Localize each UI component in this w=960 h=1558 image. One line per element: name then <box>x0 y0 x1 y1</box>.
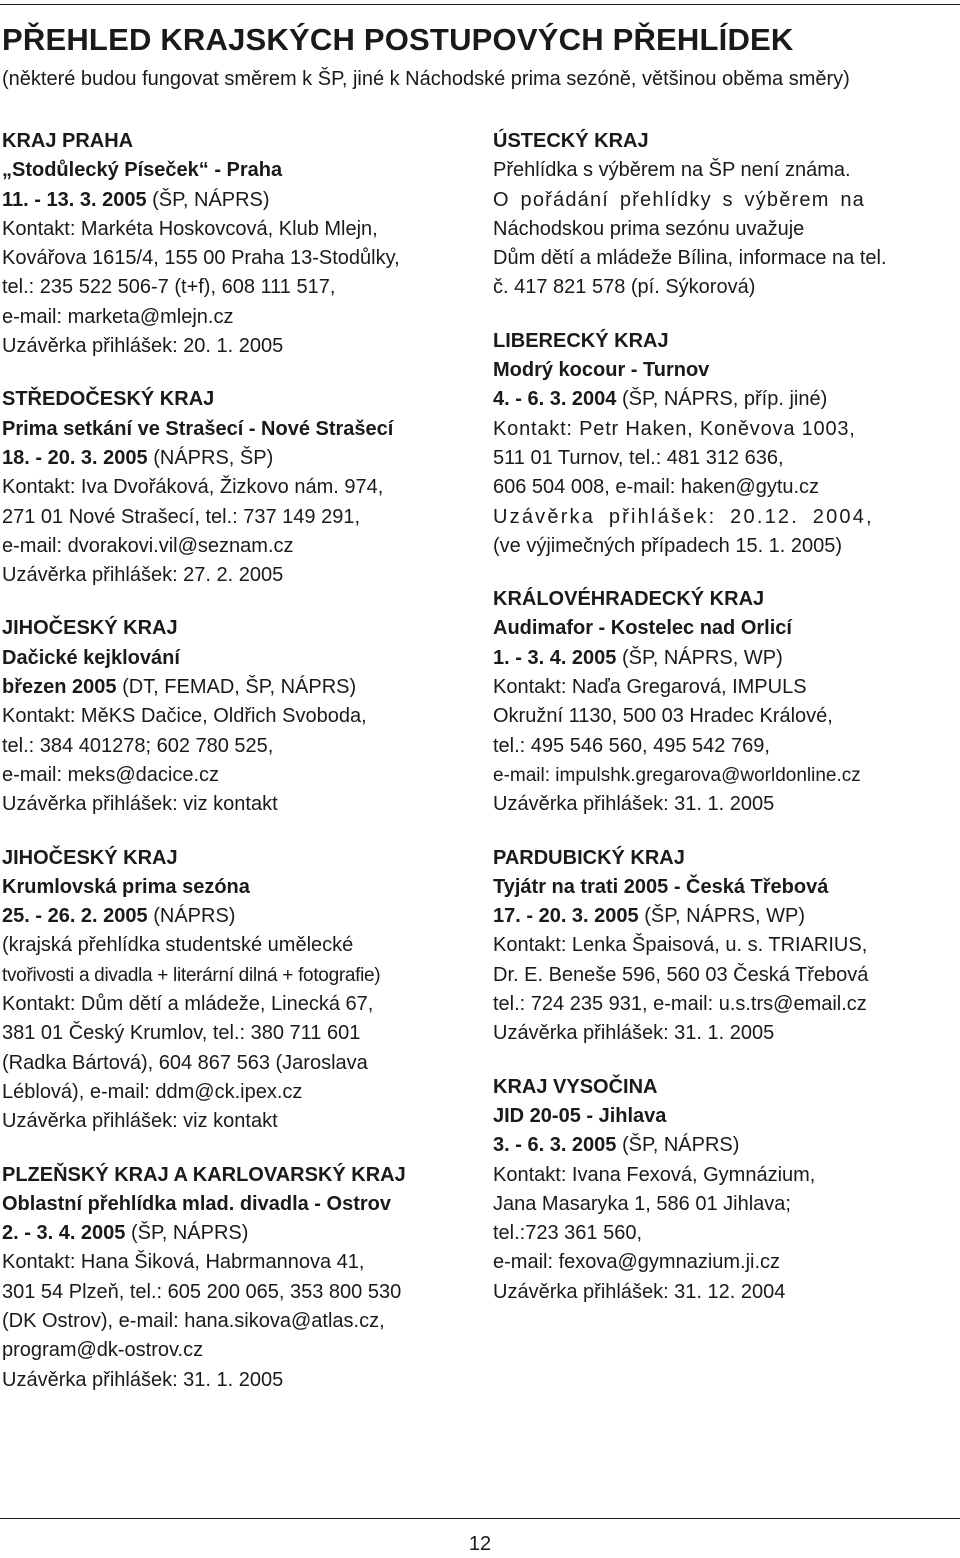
event-date-bold: 17. - 20. 3. 2005 <box>493 905 639 928</box>
contact-line: 381 01 Český Krumlov, tel.: 380 711 601 <box>2 1022 361 1045</box>
contact-line: 271 01 Nové Strašecí, tel.: 737 149 291, <box>2 505 361 528</box>
contact-email: e-mail: meks@dacice.cz <box>2 763 220 786</box>
event-name: Dačické kejklování <box>2 646 180 669</box>
event-date-rest: (NÁPRS) <box>147 905 236 928</box>
region-section-liberecky <box>493 327 958 561</box>
contact-email: e-mail: marketa@mlejn.cz <box>2 305 234 328</box>
event-date-rest: (ŠP, NÁPRS) <box>125 1222 249 1245</box>
region-section-jihocesky-dacice <box>2 614 464 819</box>
contact-email: program@dk-ostrov.cz <box>2 1339 204 1362</box>
event-date-bold: 2. - 3. 4. 2005 <box>2 1222 126 1245</box>
region-heading: STŘEDOČESKÝ KRAJ <box>2 388 215 411</box>
description-line: č. 417 821 578 (pí. Sýkorová) <box>493 276 756 299</box>
event-name: „Stodůlecký Píseček“ - Praha <box>2 159 283 182</box>
event-date-bold: 11. - 13. 3. 2005 <box>2 188 147 211</box>
contact-line: Kontakt: MěKS Dačice, Oldřich Svoboda, <box>2 705 367 728</box>
contact-email: Léblová), e-mail: ddm@ck.ipex.cz <box>2 1080 303 1103</box>
event-name: Krumlovská prima sezóna <box>2 875 250 898</box>
bottom-rule <box>0 1518 960 1519</box>
event-name: Audimafor - Kostelec nad Orlicí <box>493 617 792 640</box>
contact-email: e-mail: impulshk.gregarova@worldonline.cz <box>493 764 861 786</box>
event-date <box>493 1131 958 1160</box>
contact-line: tel.: 495 546 560, 495 542 769, <box>493 734 770 757</box>
contact-line: Kontakt: Naďa Gregarová, IMPULS <box>493 676 807 699</box>
event-date <box>2 902 464 931</box>
contact-line: Kontakt: Iva Dvořáková, Žizkovo nám. 974, <box>2 476 384 499</box>
event-date-rest: (NÁPRS, ŠP) <box>147 446 274 469</box>
event-date-bold: 18. - 20. 3. 2005 <box>2 446 148 469</box>
contact-email: e-mail: fexova@gymnazium.ji.cz <box>493 1251 781 1274</box>
contact-line: Dr. E. Beneše 596, 560 03 Česká Třebová <box>493 963 869 986</box>
event-date <box>2 444 464 473</box>
event-date <box>493 385 958 414</box>
event-date <box>2 673 464 702</box>
deadline-line: Uzávěrka přihlášek: 27. 2. 2005 <box>2 564 284 587</box>
deadline-line: Uzávěrka přihlášek: 20. 1. 2005 <box>2 335 284 358</box>
deadline-line: Uzávěrka přihlášek: 20.12. 2004, <box>493 505 874 528</box>
contact-line: Kontakt: Petr Haken, Koněvova 1003, <box>493 417 856 440</box>
region-heading: KRÁLOVÉHRADECKÝ KRAJ <box>493 588 765 611</box>
event-date-rest: (ŠP, NÁPRS, příp. jiné) <box>616 388 828 411</box>
event-date-bold: 25. - 26. 2. 2005 <box>2 905 148 928</box>
region-heading: JIHOČESKÝ KRAJ <box>2 617 178 640</box>
deadline-line: Uzávěrka přihlášek: 31. 1. 2005 <box>493 1022 775 1045</box>
contact-email: (DK Ostrov), e-mail: hana.sikova@atlas.cz, <box>2 1309 385 1332</box>
deadline-line: Uzávěrka přihlášek: 31. 1. 2005 <box>2 1368 284 1391</box>
page-number: 12 <box>468 1533 492 1555</box>
event-date-bold: březen 2005 <box>2 676 117 699</box>
contact-line: Kontakt: Hana Šiková, Habrmannova 41, <box>2 1251 365 1274</box>
deadline-line: Uzávěrka přihlášek: 31. 12. 2004 <box>493 1280 786 1303</box>
description-line: Přehlídka s výběrem na ŠP není známa. <box>493 159 851 182</box>
event-name: Tyjátr na trati 2005 - Česká Třebová <box>493 875 829 898</box>
region-section-pardubicky <box>493 844 958 1049</box>
event-name: Modrý kocour - Turnov <box>493 359 710 382</box>
region-section-ustecky <box>493 127 958 303</box>
contact-line: (Radka Bártová), 604 867 563 (Jaroslava <box>2 1051 368 1074</box>
event-name: Prima setkání ve Strašecí - Nové Strašecí <box>2 417 394 440</box>
contact-line: tel.: 384 401278; 602 780 525, <box>2 734 274 757</box>
region-section-praha <box>2 127 464 361</box>
description-line: Dům dětí a mládeže Bílina, informace na tel. <box>493 247 887 270</box>
event-name: JID 20-05 - Jihlava <box>493 1104 667 1127</box>
event-date-rest: (ŠP, NÁPRS) <box>146 188 270 211</box>
region-section-plzensky <box>2 1161 464 1395</box>
contact-email: tel.: 724 235 931, e-mail: u.s.trs@email.cz <box>493 993 867 1016</box>
event-date-rest: (ŠP, NÁPRS, WP) <box>638 905 805 928</box>
contact-line: Okružní 1130, 500 03 Hradec Králové, <box>493 705 833 728</box>
contact-line: 301 54 Plzeň, tel.: 605 200 065, 353 800 530 <box>2 1280 402 1303</box>
region-section-kralovehradecky <box>493 585 958 819</box>
region-heading: ÚSTECKÝ KRAJ <box>493 130 649 152</box>
event-date <box>2 186 464 215</box>
description-line: tvořivosti a divadla + literární dilná + fotografie) <box>2 964 381 986</box>
region-heading: PARDUBICKÝ KRAJ <box>493 846 685 869</box>
event-date <box>493 902 958 931</box>
description-line: (krajská přehlídka studentské umělecké <box>2 934 354 957</box>
contact-line: Kontakt: Dům dětí a mládeže, Linecká 67, <box>2 993 374 1016</box>
contact-line: tel.:723 361 560, <box>493 1222 643 1245</box>
event-date <box>2 1219 464 1248</box>
event-name: Oblastní přehlídka mlad. divadla - Ostrov <box>2 1192 391 1215</box>
contact-line: Jana Masaryka 1, 586 01 Jihlava; <box>493 1192 791 1215</box>
region-heading: KRAJ PRAHA <box>2 130 134 152</box>
region-heading: PLZEŇSKÝ KRAJ A KARLOVARSKÝ KRAJ <box>2 1163 406 1186</box>
left-column <box>2 127 464 1395</box>
deadline-line: Uzávěrka přihlášek: viz kontakt <box>2 1110 278 1133</box>
deadline-line: Uzávěrka přihlášek: 31. 1. 2005 <box>493 793 775 816</box>
page-title: PŘEHLED KRAJSKÝCH POSTUPOVÝCH PŘEHLÍDEK <box>2 22 794 57</box>
description-line: Náchodskou prima sezónu uvažuje <box>493 217 805 240</box>
deadline-line: Uzávěrka přihlášek: viz kontakt <box>2 793 278 816</box>
right-column <box>493 127 958 1307</box>
event-date-rest: (DT, FEMAD, ŠP, NÁPRS) <box>116 676 357 699</box>
event-date-bold: 1. - 3. 4. 2005 <box>493 646 617 669</box>
region-heading: LIBERECKÝ KRAJ <box>493 329 669 352</box>
event-date-rest: (ŠP, NÁPRS) <box>616 1134 740 1157</box>
event-date <box>493 644 958 673</box>
region-heading: KRAJ VYSOČINA <box>493 1075 658 1098</box>
contact-line: Kovářova 1615/4, 155 00 Praha 13-Stodůlky, <box>2 247 400 270</box>
contact-line: 511 01 Turnov, tel.: 481 312 636, <box>493 446 784 469</box>
region-section-jihocesky-krumlov <box>2 844 464 1137</box>
contact-line: tel.: 235 522 506-7 (t+f), 608 111 517, <box>2 276 336 299</box>
deadline-note: (ve výjimečných případech 15. 1. 2005) <box>493 534 843 557</box>
contact-line: Kontakt: Ivana Fexová, Gymnázium, <box>493 1163 816 1186</box>
contact-email: e-mail: dvorakovi.vil@seznam.cz <box>2 534 294 557</box>
region-section-vysocina <box>493 1073 958 1307</box>
event-date-rest: (ŠP, NÁPRS, WP) <box>616 646 783 669</box>
event-date-bold: 3. - 6. 3. 2005 <box>493 1134 617 1157</box>
contact-line: Kontakt: Lenka Špaisová, u. s. TRIARIUS, <box>493 934 868 957</box>
contact-email: 606 504 008, e-mail: haken@gytu.cz <box>493 476 820 499</box>
description-line: O pořádání přehlídky s výběrem na <box>493 188 865 211</box>
top-rule <box>0 4 960 5</box>
contact-line: Kontakt: Markéta Hoskovcová, Klub Mlejn, <box>2 217 378 240</box>
event-date-bold: 4. - 6. 3. 2004 <box>493 388 617 411</box>
page-subtitle: (některé budou fungovat směrem k ŠP, jiné k Náchodské prima sezóně, většinou oběma směry) <box>2 68 850 90</box>
region-heading: JIHOČESKÝ KRAJ <box>2 846 178 869</box>
region-section-stredocesky <box>2 385 464 590</box>
